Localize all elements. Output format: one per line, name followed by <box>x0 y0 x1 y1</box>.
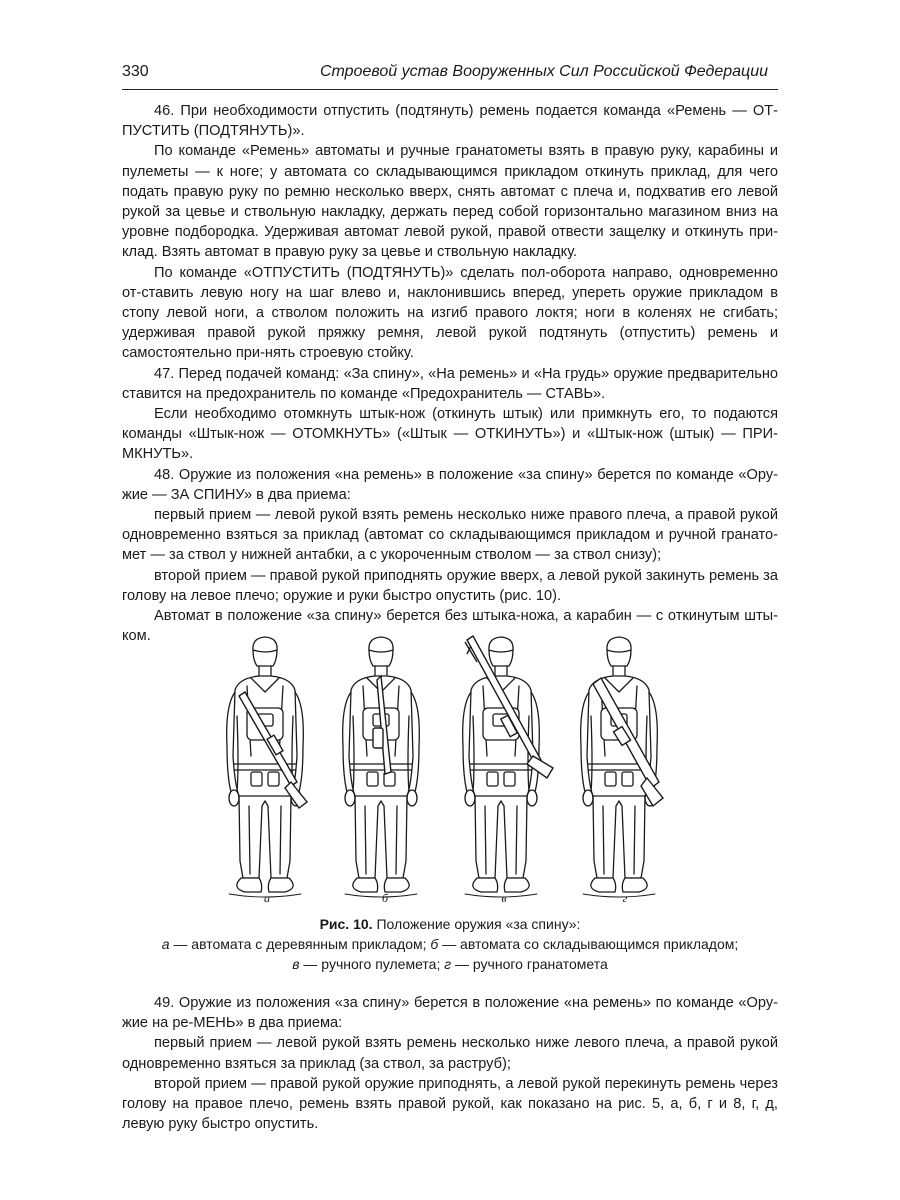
soldier-figure-c <box>463 636 553 897</box>
paragraph: первый прием — левой рукой взять ремень несколько ниже левого плеча, а правой рукой одновременно взяться за приклад (за ствол, за раструб); <box>122 1035 778 1072</box>
paragraph: 47. Перед подачей команд: «За спину», «На ремень» и «На грудь» оружие предварительно ставится на предохранитель по команде «Предохранитель — СТАВЬ». <box>122 365 778 402</box>
legend-letter: в <box>292 956 300 972</box>
body-text-bottom <box>122 993 778 1134</box>
body-text-top <box>122 101 778 646</box>
legend-text: — автомата со складывающимся прикладом; <box>438 936 739 952</box>
page-header <box>122 60 778 90</box>
legend-text: — автомата с деревянным прикладом; <box>169 936 431 952</box>
soldier-figure-b <box>343 637 420 897</box>
legend-text: — ручного пулемета; <box>299 956 445 972</box>
paragraph: 49. Оружие из положения «за спину» берется в положение «на ремень» по команде «Ору-жие на ре-МЕНЬ» в два приема: <box>122 995 778 1032</box>
legend-letter: а <box>161 936 170 952</box>
panel-label-c: в <box>501 891 507 905</box>
caption-text: Положение оружия «за спину»: <box>372 916 581 932</box>
paragraph: второй прием — правой рукой приподнять оружие вверх, а левой рукой закинуть ремень за голову на левое плечо; оружие и руки быстро опустить (рис. 10). <box>122 567 778 604</box>
caption-legend-line-1 <box>122 934 778 954</box>
caption-number: Рис. 10. <box>319 916 373 932</box>
paragraph: 48. Оружие из положения «на ремень» в положение «за спину» берется по команде «Ору-жие — ЗА СПИНУ» в два приема: <box>122 466 778 503</box>
paragraph: По команде «ОТПУСТИТЬ (ПОДТЯНУТЬ)» сделать пол-оборота направо, одновременно от-ставить левую ногу на шаг влево и, наклонившись вперед, упереть оружие прикладом в стопу левой ноги, а стволом положить на изгиб правого локтя; ноги в коленях не сгибать; удерживая правой рукой пряжку ремня, левой рукой подтянуть (отпустить) ремень и самостоятельно при-нять строевую стойку. <box>122 264 778 362</box>
soldier-figure-d <box>581 637 663 897</box>
legend-letter: г <box>444 956 452 972</box>
paragraph: Автомат в положение «за спину» берется без штыка-ножа, а карабин — с откинутым шты-ком. <box>122 608 778 645</box>
paragraph: первый прием — левой рукой взять ремень несколько ниже правого плеча, а правой рукой одновременно взяться за приклад (автомат со складывающимся прикладом и ручной гранато-мет — за ствол у нижней антабки, а с укороченным стволом — за ствол снизу); <box>122 507 778 564</box>
caption-title-line <box>122 914 778 934</box>
panel-label-b: б <box>381 891 389 905</box>
paragraph: По команде «Ремень» автоматы и ручные гранатометы взять в правую руку, карабины и пулеметы — к ноге; у автомата со складывающимся прикладом откинуть приклад, для чего подать правую руку по ремню несколько вверх, снять автомат с плеча и, подхватив его левой рукой за цевье и ствольную накладку, держать перед собой горизонтально магазином вниз на уровне подбородка. Удерживая автомат левой рукой, правой отвести защелку и откинуть при-клад. Взять автомат в правую руку за цевье и ствольную накладку. <box>122 143 778 261</box>
panel-label-a: а <box>264 891 270 905</box>
caption-legend-line-2 <box>122 954 778 974</box>
soldier-figure-a <box>227 637 307 897</box>
figure-10 <box>205 632 665 907</box>
figure-caption <box>122 914 778 974</box>
panel-label-d: г <box>622 891 628 905</box>
legend-letter: б <box>430 936 439 952</box>
paragraph: 46. При необходимости отпустить (подтянуть) ремень подается команда «Ремень — ОТ-ПУСТИТЬ (ПОДТЯНУТЬ)». <box>122 103 778 140</box>
paragraph: второй прием — правой рукой оружие приподнять, а левой рукой перекинуть ремень через голову на правое плечо, ремень взять правой рукой, как показано на рис. 5, а, б, г и 8, г, д, левую руку быстро опустить. <box>122 1075 778 1133</box>
legend-text: — ручного гранатомета <box>451 956 608 972</box>
paragraph: Если необходимо отомкнуть штык-нож (откинуть штык) или примкнуть его, то подаются команды «Штык-нож — ОТОМКНУТЬ» («Штык — ОТКИНУТЬ») и «Штык-нож (штык) — ПРИ-МКНУТЬ». <box>122 406 778 463</box>
page-number: 330 <box>122 63 149 80</box>
running-title: Строевой устав Вооруженных Сил Российской Федерации <box>319 63 768 80</box>
soldiers-illustration <box>205 632 665 907</box>
